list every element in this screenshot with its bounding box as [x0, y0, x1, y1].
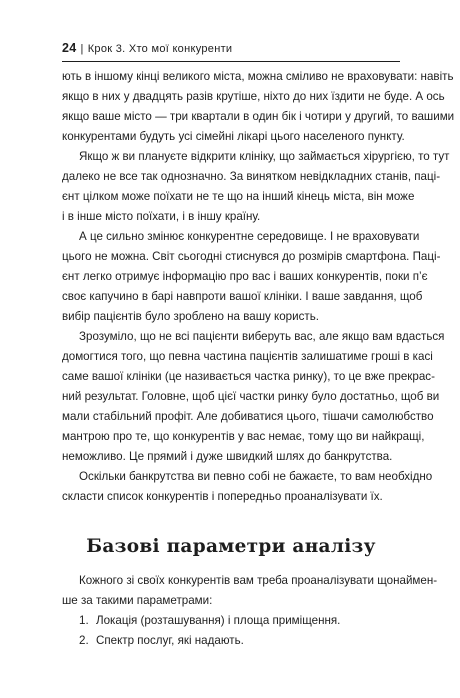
- body-line: домогтися того, що певна частина пацієнтів залишатиме гроші в касі: [62, 350, 433, 363]
- body-line: конкурентами будуть усі сімейні лікарі цього населеного пункту.: [62, 130, 405, 143]
- body-line: мали стабільний профіт. Але добиватися цього, тішачи самолюбство: [62, 410, 434, 423]
- body-line: Оскільки банкрутства ви певно собі не бажаєте, то вам необхідно: [79, 470, 433, 483]
- list-item-text: Спектр послуг, які надають.: [96, 634, 244, 647]
- body-line: ний результат. Головне, щоб цієї частки ринку було достатньо, щоб ви: [62, 390, 440, 403]
- intro-line: Кожного зі своїх конкурентів вам треба проаналізувати щонаймен-: [79, 574, 438, 587]
- running-header: [62, 41, 402, 55]
- body-line: ють в іншому кінці великого міста, можна сміливо не враховувати: навіть: [62, 70, 454, 83]
- header-rule: [62, 61, 400, 62]
- body-line: Зрозуміло, що не всі пацієнти виберуть вас, але якщо вам вдасться: [79, 330, 445, 343]
- body-line: мантрою про те, що конкурентів у вас немає, тому що ви найкращі,: [62, 430, 425, 443]
- body-line: Якщо ж ви плануєте відкрити клініку, що займається хірургією, то тут: [79, 150, 450, 163]
- body-line: якщо в них у двадцять разів крутіше, ніхто до них їздити не буде. А ось: [62, 90, 445, 103]
- body-line: саме вашої клініки (це називається частка ринку), то це вже прекрас-: [62, 370, 435, 383]
- body-line: єнт легко отримує інформацію про вас і ваших конкурентів, поки п’є: [62, 270, 428, 283]
- body-line: неможливо. Це прямий і дуже швидкий шлях до банкрутства.: [62, 450, 393, 463]
- list-item-number: 2.: [79, 634, 89, 647]
- body-line: якщо ваше місто — три квартали в один бік і чотири у другий, то вашими: [62, 110, 455, 123]
- header-separator: |: [80, 43, 84, 55]
- body-line: вибір пацієнтів було зроблено на вашу користь.: [62, 310, 319, 323]
- body-line: своє капучино в барі навпроти вашої клініки. І ваше завдання, щоб: [62, 290, 423, 303]
- body-line: скласти список конкурентів і попередньо проаналізувати їх.: [62, 490, 383, 503]
- list-item: [79, 633, 399, 648]
- body-line: А це сильно змінює конкурентне середовище. І не враховувати: [79, 230, 420, 243]
- intro-line: ше за такими параметрами:: [62, 594, 213, 607]
- body-line: єнт цілком може поїхати не те що на інший кінець міста, він може: [62, 190, 415, 203]
- chapter-title: Крок 3. Хто мої конкуренти: [87, 43, 233, 55]
- page-number: 24: [62, 41, 77, 55]
- list-item-number: 1.: [79, 614, 89, 627]
- body-line: далеко не все так однозначно. За винятком невідкладних станів, паці-: [62, 170, 441, 183]
- body-line: цього не можна. Світ сьогодні стиснувся до розмірів смартфона. Паці-: [62, 250, 441, 263]
- list-item: [79, 613, 399, 628]
- body-line: і в інше місто поїхати, і в іншу країну.: [62, 210, 261, 223]
- section-heading: Базові параметри аналізу: [86, 536, 376, 557]
- list-item-text: Локація (розташування) і площа приміщення.: [96, 614, 341, 627]
